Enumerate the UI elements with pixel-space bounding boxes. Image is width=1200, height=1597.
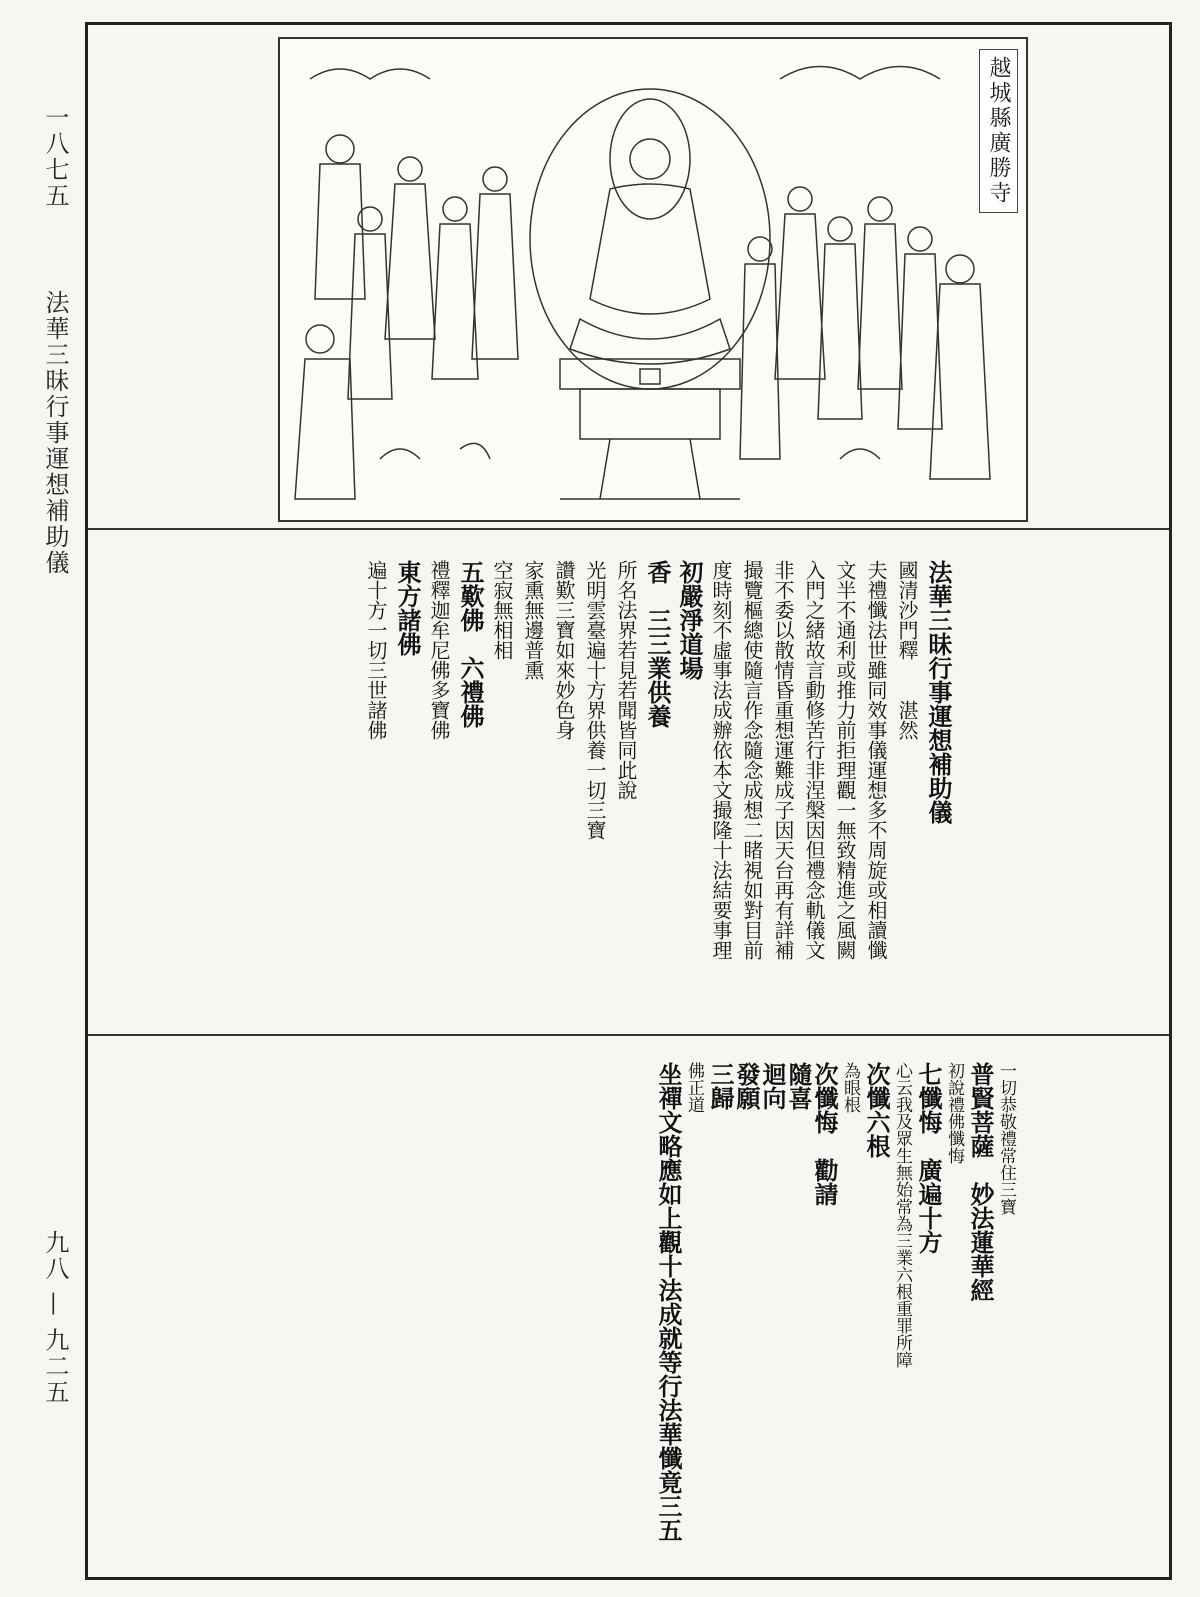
woodblock-illustration <box>278 37 1028 522</box>
text-column: 禮釋迦牟尼佛多寶佛 <box>427 560 451 740</box>
temple-name-label: 越城縣廣勝寺 <box>979 49 1018 213</box>
text-column: 遍十方一切三世諸佛 <box>364 560 388 740</box>
text-column: 入門之緒故言動修苦行非涅槃因但禮念軌儀文 <box>802 560 826 960</box>
text-column: 撮覽樞總使隨言作念隨念成想二睹視如對目前 <box>740 560 764 960</box>
buddha-assembly-image <box>280 39 1026 520</box>
text-column: 佛正道 <box>684 1062 704 1113</box>
text-column: 隨喜 <box>784 1062 813 1110</box>
text-column: 初說禮佛懺悔 <box>944 1062 964 1164</box>
page-frame <box>85 22 1172 1580</box>
text-column: 五歎佛 六禮佛 <box>456 560 485 728</box>
text-column: 發願 <box>732 1062 761 1110</box>
text-panel-upper <box>88 530 1169 1036</box>
text-column: 國清沙門釋 湛然 <box>895 560 919 740</box>
text-panel-lower <box>88 1036 1169 1577</box>
text-column: 所名法界若見若聞皆同此說 <box>614 560 638 800</box>
illustration-panel <box>88 25 1169 530</box>
margin-page-number: 一八七五 <box>41 105 69 209</box>
text-column: 心云我及眾生無始常為三業六根重罪所障 <box>892 1062 912 1368</box>
vertical-text-block <box>294 560 954 1020</box>
text-column: 為眼根 <box>840 1062 860 1113</box>
vertical-text-block <box>219 1062 1019 1562</box>
text-column: 香 三三業供養 <box>643 560 672 728</box>
text-column: 東方諸佛 <box>393 560 422 656</box>
text-column: 家熏無邊普熏 <box>521 560 545 680</box>
text-column: 空寂無相相 <box>490 560 514 660</box>
text-column: 初嚴淨道場 <box>675 560 704 680</box>
text-column: 一切恭敬禮常住三寶 <box>996 1062 1016 1215</box>
text-column: 光明雲臺遍十方界供養一切三寶 <box>583 560 607 840</box>
text-column: 夫禮懺法世雖同效事儀運想多不周旋或相讀懺 <box>864 560 888 960</box>
text-column: 度時刻不虛事法成辦依本文撮隆十法結要事理 <box>709 560 733 960</box>
text-column: 次懺六根 <box>862 1062 891 1158</box>
text-column: 七懺悔 廣遍十方 <box>914 1062 943 1254</box>
text-column: 次懺悔 勸請 <box>810 1062 839 1206</box>
margin-book-title: 法華三昧行事運想補助儀 <box>41 290 69 576</box>
text-column: 坐禪文略應如上觀十法成就等行法華懺竟三五 <box>654 1062 683 1542</box>
text-column: 迴向 <box>758 1062 787 1110</box>
text-column: 三歸 <box>706 1062 735 1110</box>
margin-volume-page: 九八 — 九二五 <box>41 1230 69 1406</box>
text-column: 非不委以散情昏重想運難成子因天台再有詳補 <box>771 560 795 960</box>
text-column: 普賢菩薩 妙法蓮華經 <box>966 1062 995 1302</box>
text-column: 法華三昧行事運想補助儀 <box>924 560 953 824</box>
text-column: 讚歎三寶如來妙色身 <box>552 560 576 740</box>
text-column: 文半不通利或推力前拒理觀一無致精進之風闕 <box>833 560 857 960</box>
